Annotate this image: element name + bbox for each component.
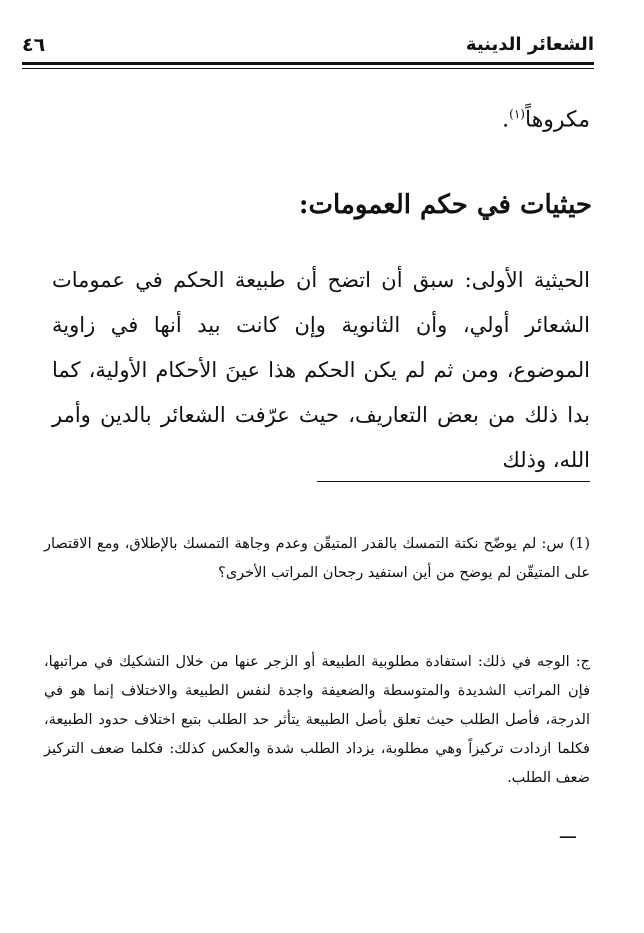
running-header <box>22 34 594 60</box>
header-rule-thin <box>22 68 594 69</box>
section-heading: حيثيات في حكم العمومات: <box>298 190 592 220</box>
footnote-question: (1) س: لم يوضّح نكتة التمسك بالقدر المتيقّن وعدم وجاهة التمسك بالإطلاق، ومع الاقتصار على المتيقّن لم يوضح من أين استفيد رجحان المراتب الأخرى؟ <box>44 536 590 581</box>
continued-fragment <box>52 92 590 142</box>
footnote-separator <box>317 481 590 482</box>
running-title: الشعائر الدينية <box>465 34 594 55</box>
page-number: ٤٦ <box>22 34 46 56</box>
body-paragraph: الحيثية الأولى: سبق أن اتضح أن طبيعة الحكم في عمومات الشعائر أولي، وأن الثانوية وإن كانت بيد أنها في زاوية الموضوع، ومن ثم لم يكن الحكم هذا عينَ الأحكام الأولية، كما بدا ذلك من بعض التعاريف، حيث عرّفت الشعائر بالدين وأمر الله، وذلك <box>52 268 590 472</box>
page-end-mark: ـــ <box>560 822 576 843</box>
fragment-end: . <box>502 107 510 133</box>
footnote-answer: ج: الوجه في ذلك: استفادة مطلوبية الطبيعة أو الزجر عنها من خلال التشكيك في مراتبها، فإن المراتب الشديدة والمتوسطة والضعيفة واجدة لنفس الطبيعة والاختلاف إنما هو في الدرجة، فأصل الطلب حيث تعلق بأصل الطبيعة يتأثر حد الطلب بتبع اختلاف حدود الطبيعة، فكلما ازدادت تركيزاً وهي مطلوبة، يزداد الطلب شدة والعكس كذلك: فكلما ضعف التركيز ضعف الطلب. <box>44 654 590 786</box>
fragment-text: مكروهاً <box>524 107 590 133</box>
header-rule-thick <box>22 62 594 65</box>
footnote-reference: (١) <box>509 107 525 121</box>
